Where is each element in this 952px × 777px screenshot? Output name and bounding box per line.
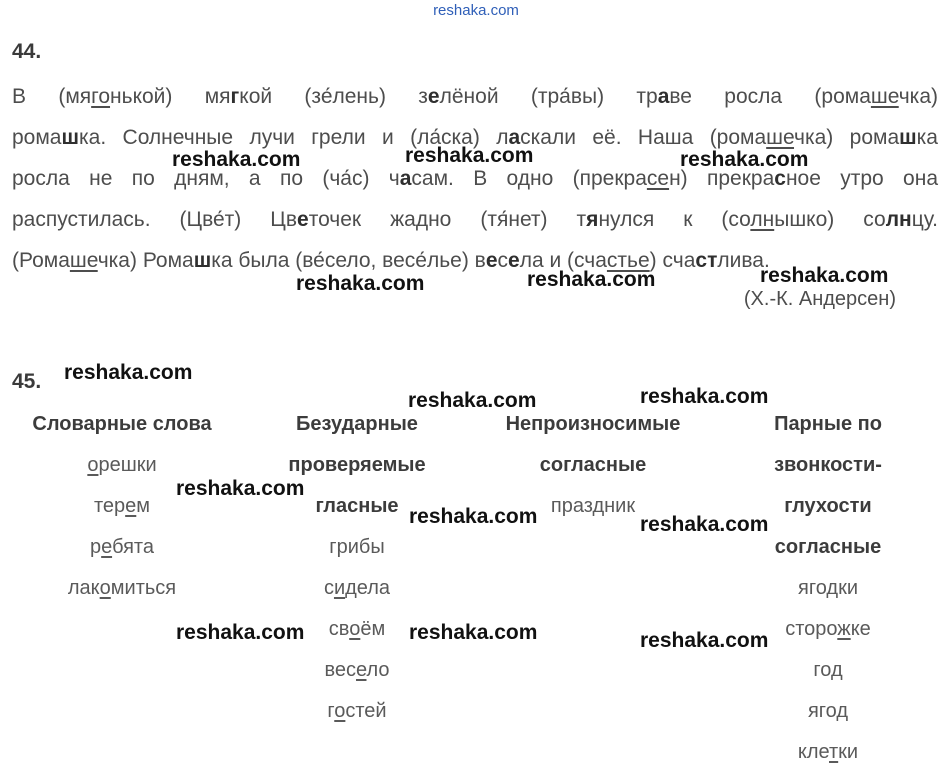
watermark: reshaka.com xyxy=(64,361,193,384)
text-fragment: чка) рома xyxy=(794,126,900,149)
underlined-part: о xyxy=(349,618,361,640)
text-fragment: В (мя xyxy=(12,85,92,108)
text-fragment: цу. xyxy=(911,208,938,231)
marked-letter: е xyxy=(427,85,440,108)
exercise-44-author: (Х.-К. Андерсен) xyxy=(743,288,896,310)
watermark: reshaka.com xyxy=(408,389,537,412)
word-item xyxy=(262,527,452,568)
marked-letter: ш xyxy=(61,126,79,149)
watermark: reshaka.com xyxy=(640,385,769,408)
column-header: проверяемые xyxy=(288,454,426,476)
underlined-part: лн xyxy=(750,208,775,231)
exercise-44-number: 44. xyxy=(12,40,42,63)
column-header: глухости xyxy=(784,495,872,517)
text-fragment: ве росла (рома xyxy=(669,85,871,108)
text-fragment: решки xyxy=(98,454,157,476)
text-fragment: стей xyxy=(345,700,387,722)
text-fragment: ка xyxy=(916,126,938,149)
underlined-part: ше xyxy=(766,126,795,149)
text-fragment: м xyxy=(136,495,151,517)
text-fragment: миться xyxy=(110,577,177,599)
underlined-part: е xyxy=(356,659,367,681)
text-fragment: чка) xyxy=(898,85,938,108)
exercise-44-text xyxy=(12,76,938,281)
text-fragment: ём xyxy=(360,618,386,640)
text-fragment: ке xyxy=(850,618,871,640)
text-fragment: ное утро она xyxy=(785,167,939,190)
marked-letter: е xyxy=(508,249,520,272)
watermark: reshaka.com xyxy=(760,264,889,287)
text-fragment: р xyxy=(90,536,102,558)
column-unstressed-vowels xyxy=(262,404,452,732)
underlined-part: и xyxy=(333,577,346,599)
underlined-part: ше xyxy=(69,249,98,272)
text-fragment: росла не по дням, а по (ча́с) ч xyxy=(12,167,400,190)
text-fragment: лива. xyxy=(717,249,770,272)
text-fragment: ки xyxy=(838,741,859,763)
marked-letter: с xyxy=(774,167,786,190)
text-fragment: го xyxy=(813,659,831,681)
marked-letter: а xyxy=(508,126,521,149)
column-header: Парные по xyxy=(774,413,882,435)
word-item xyxy=(262,691,452,732)
exercise-45-number: 45. xyxy=(12,370,42,393)
underlined-part: т xyxy=(829,741,839,763)
marked-letter: ст xyxy=(695,249,718,272)
word-item xyxy=(14,568,230,609)
marked-letter: ш xyxy=(193,249,212,272)
marked-letter: я xyxy=(586,208,599,231)
text-fragment: распустилась. (Цве́т) Цв xyxy=(12,208,297,231)
text-fragment: ка была (ве́село, весе́лье) в xyxy=(211,249,486,272)
marked-letter: е xyxy=(297,208,309,231)
text-line xyxy=(12,199,938,240)
text-fragment: яго xyxy=(807,700,837,722)
marked-letter: ш xyxy=(899,126,917,149)
column-header: Безударные xyxy=(296,413,418,435)
text-fragment: ки xyxy=(838,577,858,599)
word-item xyxy=(262,568,452,609)
marked-letter: а xyxy=(399,167,412,190)
underlined-part: се xyxy=(646,167,670,190)
text-fragment: лак xyxy=(67,577,100,599)
underlined-part: ж xyxy=(837,618,851,640)
text-fragment: св xyxy=(328,618,350,640)
text-fragment: с xyxy=(497,249,509,272)
underlined-part: д xyxy=(826,577,839,599)
underlined-part: д xyxy=(592,495,605,517)
column-header: звонкости- xyxy=(774,454,882,476)
text-fragment: тер xyxy=(93,495,126,517)
underlined-part: го xyxy=(91,85,111,108)
watermark: reshaka.com xyxy=(176,477,305,500)
text-fragment: ) сча xyxy=(649,249,696,272)
underlined-part: ше xyxy=(870,85,899,108)
text-fragment: с xyxy=(323,577,334,599)
column-header: согласные xyxy=(539,454,647,476)
text-fragment: сторо xyxy=(785,618,838,640)
marked-letter: лн xyxy=(885,208,912,231)
watermark: reshaka.com xyxy=(640,513,769,536)
text-fragment: скали её. Наша (рома xyxy=(520,126,767,149)
text-fragment: рома xyxy=(12,126,62,149)
underlined-part: о xyxy=(99,577,111,599)
watermark: reshaka.com xyxy=(527,268,656,291)
watermark: reshaka.com xyxy=(680,148,809,171)
text-fragment: бята xyxy=(112,536,154,558)
text-fragment: ло xyxy=(366,659,390,681)
watermark: reshaka.com xyxy=(409,621,538,644)
text-fragment: сам. В одно (прекра xyxy=(411,167,647,190)
text-fragment: кле xyxy=(797,741,829,763)
text-fragment: н) прекра xyxy=(669,167,775,190)
underlined-part: е xyxy=(101,536,113,558)
underlined-part: о xyxy=(87,454,99,476)
watermark: reshaka.com xyxy=(296,272,425,295)
text-fragment: точек жадно (тя́нет) т xyxy=(308,208,587,231)
text-fragment: ка. Солнечные лучи грели и (ла́ска) л xyxy=(79,126,509,149)
marked-letter: г xyxy=(230,85,240,108)
column-header: Непроизносимые xyxy=(505,413,681,435)
text-fragment: грибы xyxy=(329,536,385,558)
watermark: reshaka.com xyxy=(176,621,305,644)
column-paired-consonants xyxy=(740,404,916,773)
word-item xyxy=(740,650,916,691)
watermark: reshaka.com xyxy=(172,148,301,171)
word-item xyxy=(740,568,916,609)
text-fragment: кой (зе́лень) з xyxy=(239,85,428,108)
text-fragment: вес xyxy=(324,659,357,681)
text-fragment: ышко) со xyxy=(774,208,886,231)
word-item xyxy=(740,691,916,732)
site-header-link[interactable]: reshaka.com xyxy=(433,2,519,19)
text-fragment: нькой) мя xyxy=(110,85,231,108)
text-line xyxy=(12,76,938,117)
text-fragment: чка) Рома xyxy=(97,249,194,272)
text-fragment: г xyxy=(327,700,335,722)
marked-letter: е xyxy=(485,249,498,272)
underlined-part: д xyxy=(830,659,843,681)
underlined-part: д xyxy=(836,700,849,722)
text-fragment: (Рома xyxy=(12,249,70,272)
word-item xyxy=(740,732,916,773)
column-header: гласные xyxy=(315,495,399,517)
marked-letter: а xyxy=(657,85,670,108)
text-fragment: ник xyxy=(604,495,636,517)
watermark: reshaka.com xyxy=(409,505,538,528)
text-fragment: яго xyxy=(798,577,827,599)
column-header: Словарные слова xyxy=(32,413,212,435)
word-item xyxy=(262,650,452,691)
text-fragment: нулся к (со xyxy=(598,208,751,231)
underlined-part: е xyxy=(125,495,137,517)
underlined-part: о xyxy=(334,700,346,722)
text-fragment: лёной (тра́вы) тр xyxy=(439,85,658,108)
text-fragment: ла и (сча xyxy=(519,249,607,272)
column-header: согласные xyxy=(774,536,882,558)
word-item xyxy=(14,527,230,568)
text-fragment: праз xyxy=(550,495,593,517)
watermark: reshaka.com xyxy=(405,144,534,167)
text-fragment: дела xyxy=(345,577,391,599)
column-dictionary-words xyxy=(14,404,230,609)
watermark: reshaka.com xyxy=(640,629,769,652)
underlined-part: стье xyxy=(606,249,650,272)
